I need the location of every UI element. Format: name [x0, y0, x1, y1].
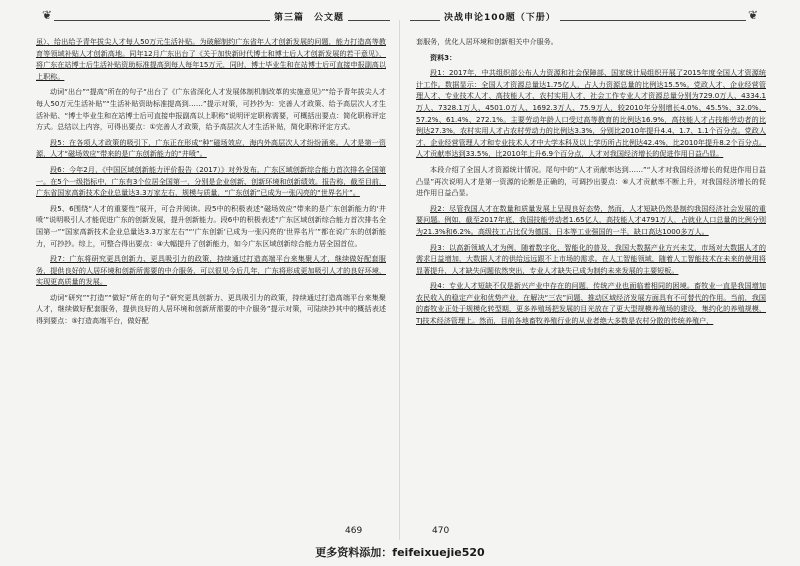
page-number-left: 469	[345, 526, 363, 536]
paragraph: 虽）、给出给予青年拔尖人才每人50万元生活补贴。为破解制约广东省年人才创新发展的问题，能力打造高等教育等领域补贴人才创新高地。同年12月广东出台了《关于加快新时代博士和博士后人才创新发展的若干意见》，将广东在站博士后生活补贴资助标准提高到每人每年15万元，同时，博士毕业生和在站博士后可直接申报副高以上职称。	[36, 37, 386, 81]
paragraph: 动词“出台”“提高”所在的句子“出台了《广东省深化人才发展体制机制改革的实施意见》”“给予青年拔尖人才每人50万元生活补贴”“生活补贴资助标准提高到……”提示对策，可抄抄为：完善人才政策、给予高层次人才生活补贴、“博士毕业生和在站博士后可直接申报副高以上职称”说明评定职称需要，可概括出要点：简化职称评定方式。总结以上内容，可得出要点：①完善人才政策，给予高层次人才生活补贴，简化职称评定方式。	[36, 87, 386, 132]
left-header	[40, 8, 390, 24]
left-header-title: 第三篇 公文题	[270, 10, 348, 23]
flourish-icon: ❦	[42, 8, 53, 22]
paragraph: 段7：广东将研究更具创新力、更具吸引力的政策，持续通过打造高端平台来集聚人才，继续做好配套服务，提供良好的人居环境和创新所需要的中介服务，可以很见今后几年，广东将形成更加吸引人才的良好环境，实现更高质量的发展。	[36, 254, 386, 287]
page-header	[0, 8, 800, 30]
page-number-right: 470	[432, 526, 450, 536]
paragraph: 段1：2017年，中共组织部公布人力资源和社会保障部、国家统计局组织开展了2015年度全国人才资源统计工作。数据显示：全国人才资源总量达1.75亿人，占人力资源总量的比例达15.5%。党政人才、企业经营管理人才、专业技术人才、高技能人才、农村实用人才、社会工作专业人才资源总量分别为729.0万人、4334.1万人、7328.1万人、4501.0万人、1692.3万人、75.9万人，较2010年分别增长4.0%、45.5%、32.0%、57.2%、61.4%、272.1%。主要劳动年龄人口受过高等教育的比例达16.9%，高技能人才占技能劳动者的比例达27.3%，农村实用人才占农村劳动力的比例达3.3%，分别比2010年提升4.4、1.7、1.1个百分点。党政人才、企业经营管理人才和专业技术人才中大学本科及以上学历所占比例达42.4%，比2010年提升8.2个百分点。人才贡献率达到33.5%，比2010年上升6.9个百分点，人才对我国经济增长的促进作用日益凸显。	[416, 68, 766, 159]
right-header	[410, 8, 760, 24]
paragraph: 段5、6围绕“人才的重要性”展开，可合并阅读。段5中的积极表述“磁场效应”带来的是广东创新能力的‘井喷’”说明吸引人才能促进广东的创新发展，提升创新能力。段6中的积极表述“广东区域创新综合能力首次排名全国第一”“国家高新技术企业总量达3.3万家左右”“‘广东创新’已成为一张闪亮的‘世界名片’”都在说广东的创新能力，可抄抄。综上，可整合得出要点：④大幅提升了创新能力，如今广东区域创新综合能力居全国首位。	[36, 203, 386, 248]
right-header-title: 决战申论100题（下册）	[440, 10, 560, 23]
paragraph: 段6：今年2月，《中国区域创新能力评价报告（2017）》对外发布，广东区域创新综合能力首次排名全国第一。在5个一级指标中，广东有3个位居全国第一，分别是企业创新、创新环境和创新绩效。报告称，截至目前，广东省国家高新技术企业总量达3.3万家左右，规模与质量，“广东创新”已成为一张闪亮的“世界名片”。	[36, 164, 386, 198]
flourish-icon: ❦	[747, 8, 758, 22]
paragraph: 段2：尽管我国人才在数量和质量发展上呈现良好态势，然而，人才短缺仍然是制约我国经济社会发展的重要问题。例如，截至2017年底，我国技能劳动者1.65亿人，高技能人才4791万人，占就业人口总量的比例分别为21.3%和6.2%。高级技工占比仅为德国、日本等工业强国的一半，缺口高达1000多万人。	[416, 203, 766, 236]
paragraph: 段3：以高新领域人才为例，随着数字化、智能化的普及，我国大数据产业方兴未艾，市场对大数据人才的需求日益增加，大数据人才的供给远远跟不上市场的需求。在人工智能领域，随着人工智能技术在未来的使用将显著提升，人才缺失问题依然突出，专业人才缺失已成为制约未来发展的主要短板。	[416, 242, 766, 275]
right-page-body	[416, 36, 766, 331]
footer-watermark-text: 更多资料添加：feifeixuejie520	[315, 546, 485, 559]
section-heading: 资料3：	[430, 52, 457, 62]
paragraph: 段5：在各项人才政策的吸引下，广东正在形成“种”磁场效应，海内外高层次人才纷纷涌来。人才是第一资源，人才“磁场效应”带来的是广东创新能力的“井喷”。	[36, 137, 386, 159]
left-page-body	[36, 36, 386, 331]
paragraph: 段4：专业人才短缺不仅是新兴产业中存在的问题，传统产业也面临着相同的困境。畜牧业一直是我国增加农民收入的稳定产业和优势产业，在解决“三农”问题、推动区域经济发展方面具有不可替代的作用。当前，我国的畜牧业正处于规模化转型期，更多养殖场把发展的目光放在了更大型规模养殖场的建设，集约化的养殖规模，TJ技术经济管理上。然而，目前各地畜牧养殖行业的从业者绝大多数是农村分散的传统养殖户，	[416, 281, 766, 326]
paragraph: 动词“研究”“打造”“做好”所在的句子“研究更具创新力、更具吸引力的政策，持续通过打造高端平台来集聚人才，继续做好配套服务，提供良好的人居环境和创新所需要的中介服务”提示对策，可陆续抄其中的概括表述得到要点：⑤打造高端平台，做好配	[36, 292, 386, 326]
paragraph: 本段介绍了全国人才资源统计情况。尾句中的“人才贡献率达到……”“人才对我国经济增长的促进作用日益凸显”再次说明人才是第一资源的论断是正确的，可调抄出要点：⑥人才贡献率不断上升，对我国经济增长的促进作用日益凸显。	[416, 164, 766, 198]
page-gutter	[399, 20, 400, 540]
paragraph: 套服务，优化人居环境和创新相关中介服务。	[416, 37, 558, 46]
